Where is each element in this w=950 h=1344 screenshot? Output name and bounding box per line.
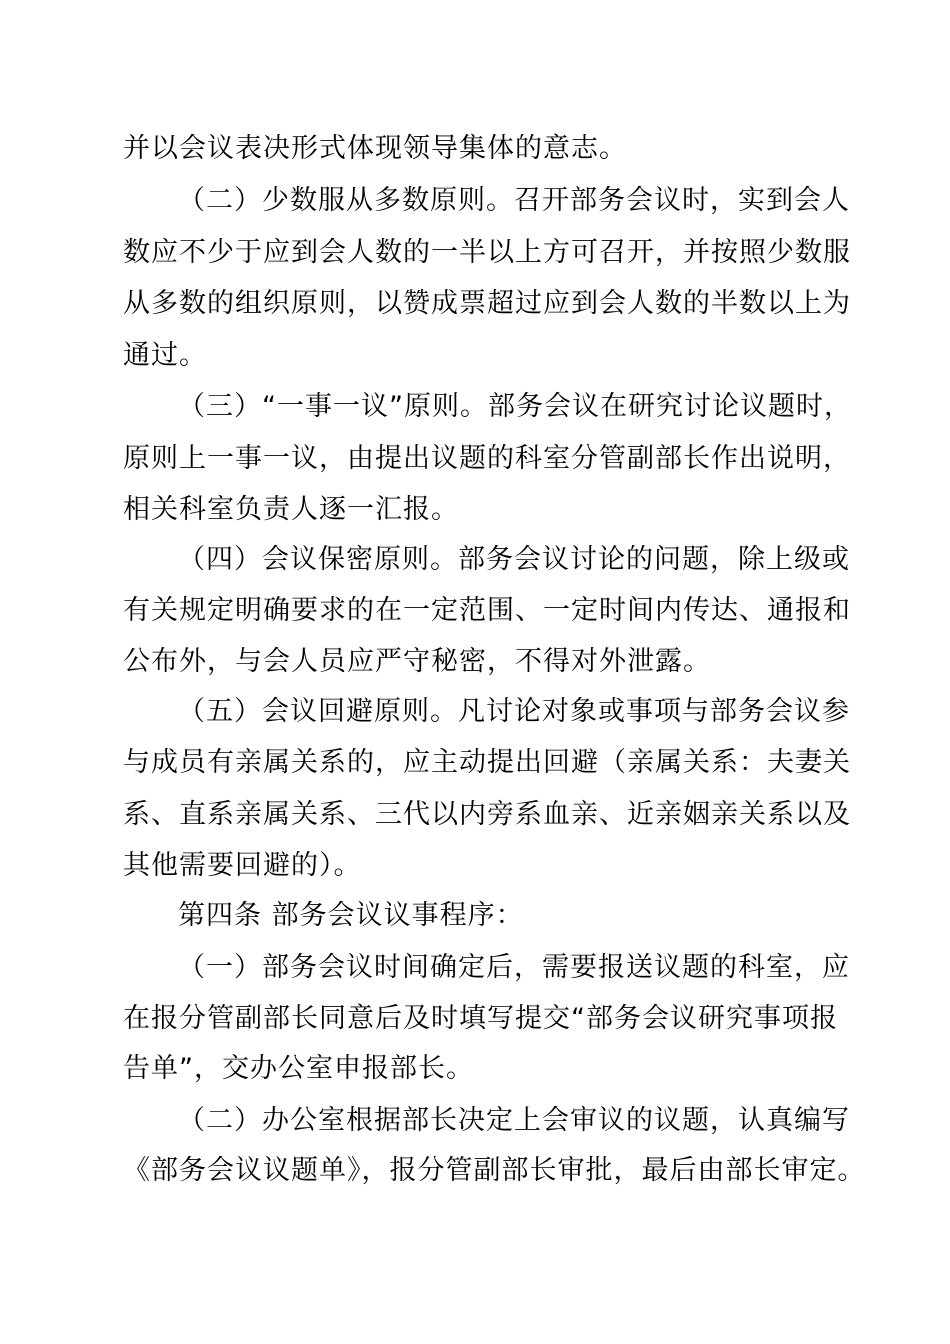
text-line: 告单”，交办公室申报部长。 [123,1053,474,1084]
text-line: （四）会议保密原则。部务会议讨论的问题，除上级或 [178,544,850,575]
text-line: 与成员有亲属关系的，应主动提出回避（亲属关系：夫妻关 [123,747,851,778]
text-line: 《部务会议议题单》，报分管副部长审批，最后由部长审定。 [123,1155,866,1186]
text-line: 在报分管副部长同意后及时填写提交“部务会议研究事项报 [123,1003,838,1034]
text-line: 原则上一事一议，由提出议题的科室分管副部长作出说明， [123,443,851,474]
text-line: 公布外，与会人员应严守秘密，不得对外泄露。 [123,646,711,677]
text-line: （一）部务会议时间确定后，需要报送议题的科室，应 [178,952,850,983]
text-line: （二）办公室根据部长决定上会审议的议题，认真编写 [178,1105,850,1136]
text-line: 其他需要回避的）。 [123,850,362,881]
text-line: 相关科室负责人逐一汇报。 [123,494,459,525]
text-line: 并以会议表决形式体现领导集体的意志。 [123,133,627,164]
text-line: 系、直系亲属关系、三代以内旁系血亲、近亲姻亲关系以及 [123,799,851,830]
text-line: 通过。 [123,340,207,371]
text-line: 从多数的组织原则，以赞成票超过应到会人数的半数以上为 [123,288,851,319]
article-heading: 第四条 部务会议议事程序： [178,900,524,931]
text-line: 有关规定明确要求的在一定范围、一定时间内传达、通报和 [123,595,851,626]
text-line: （三）“一事一议”原则。部务会议在研究讨论议题时， [178,391,852,422]
text-line: （二）少数服从多数原则。召开部务会议时，实到会人 [178,185,850,216]
text-line: （五）会议回避原则。凡讨论对象或事项与部务会议参 [178,696,850,727]
text-line: 数应不少于应到会人数的一半以上方可召开，并按照少数服 [123,237,851,268]
